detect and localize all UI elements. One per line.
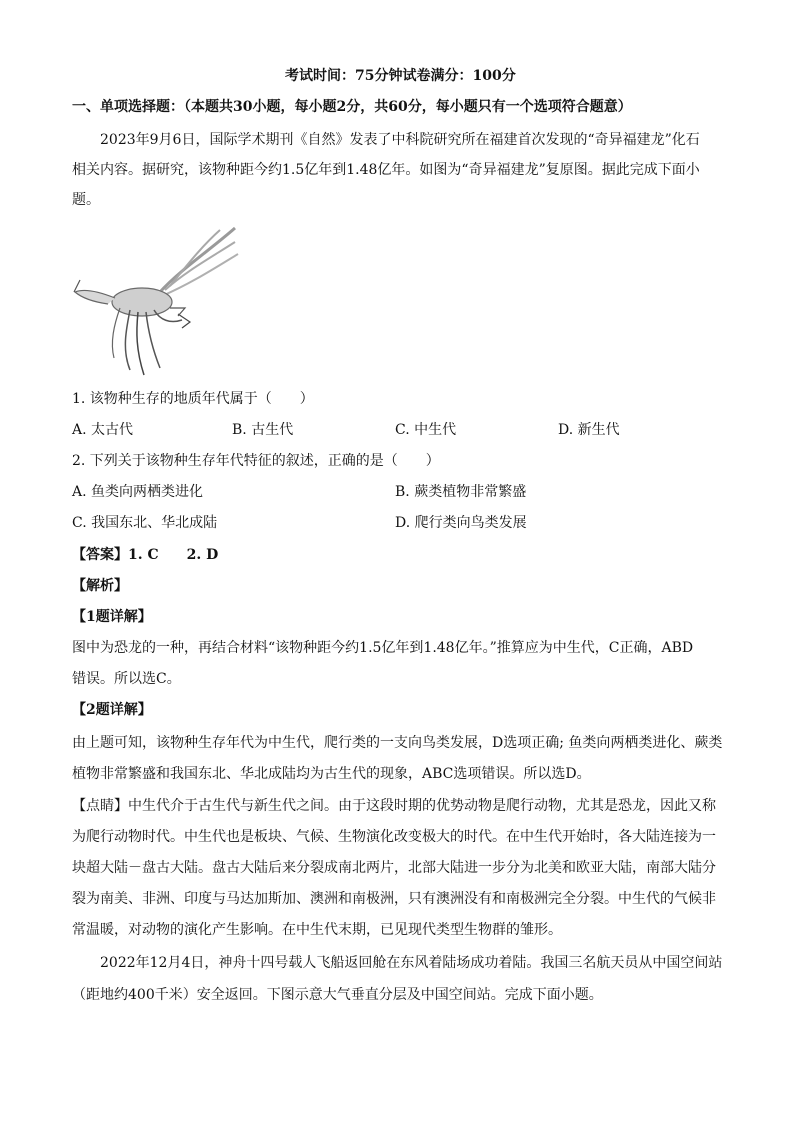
tip-line: 【点睛】中生代介于古生代与新生代之间。由于这段时期的优势动物是爬行动物，尤其是恐龙，因此又称 [72, 798, 716, 814]
tip-line: 裂为南美、非洲、印度与马达加斯加、澳洲和南极洲，只有澳洲没有和南极洲完全分裂。中生代的气候非 [72, 891, 716, 907]
option-c: C. 我国东北、华北成陆 [72, 515, 218, 531]
question-stem: 1. 该物种生存的地质年代属于（ ） [72, 391, 314, 407]
detail-2-line: 植物非常繁盛和我国东北、华北成陆均为古生代的现象，ABC选项错误。所以选D。 [72, 766, 591, 782]
detail-1-line: 图中为恐龙的一种，再结合材料“该物种距今约1.5亿年到1.48亿年。”推算应为中生代，C正确，ABD [72, 640, 694, 656]
option-b: B. 古生代 [232, 422, 294, 438]
exam-header: 考试时间：75分钟试卷满分：100分 [285, 68, 516, 84]
option-d: D. 新生代 [558, 422, 620, 438]
option-c: C. 中生代 [395, 422, 457, 438]
detail-1-line: 错误。所以选C。 [72, 671, 181, 687]
detail-2-title: 【2题详解】 [72, 702, 152, 718]
tip-line: 为爬行动物时代。中生代也是板块、气候、生物演化改变极大的时代。在中生代开始时，各大陆连接为一 [72, 829, 716, 845]
detail-1-title: 【1题详解】 [72, 609, 152, 625]
passage-line: 相关内容。据研究，该物种距今约1.5亿年到1.48亿年。如图为“奇异福建龙”复原图。据此完成下面小 [72, 162, 700, 178]
dinosaur-reconstruction-image [70, 220, 240, 380]
answer-line: 【答案】1. C 2. D [72, 547, 219, 563]
passage-line: 2023年9月6日，国际学术期刊《自然》发表了中科院研究所在福建首次发现的“奇异福建龙”化石 [100, 132, 700, 148]
option-a: A. 鱼类向两栖类进化 [72, 484, 204, 500]
tip-line: 块超大陆－盘古大陆。盘古大陆后来分裂成南北两片，北部大陆进一步分为北美和欧亚大陆，南部大陆分 [72, 860, 716, 876]
tip-line: 常温暖，对动物的演化产生影响。在中生代末期，已见现代类型生物群的雏形。 [72, 922, 562, 938]
section-title: 一、单项选择题：（本题共30小题，每小题2分，共60分，每小题只有一个选项符合题意） [72, 99, 632, 115]
option-d: D. 爬行类向鸟类发展 [395, 515, 527, 531]
detail-2-line: 由上题可知，该物种生存年代为中生代，爬行类的一支向鸟类发展，D选项正确; 鱼类向两栖类进化、蕨类 [72, 735, 723, 751]
option-a: A. 太古代 [72, 422, 134, 438]
passage-line: 2022年12月4日，神舟十四号载人飞船返回舱在东风着陆场成功着陆。我国三名航天员从中国空间站 [100, 955, 723, 971]
passage-line: 题。 [72, 192, 100, 208]
option-b: B. 蕨类植物非常繁盛 [395, 484, 527, 500]
passage-line: （距地约400千米）安全返回。下图示意大气垂直分层及中国空间站。完成下面小题。 [72, 987, 603, 1003]
question-stem: 2. 下列关于该物种生存年代特征的叙述，正确的是（ ） [72, 453, 440, 469]
analysis-label: 【解析】 [72, 578, 128, 594]
